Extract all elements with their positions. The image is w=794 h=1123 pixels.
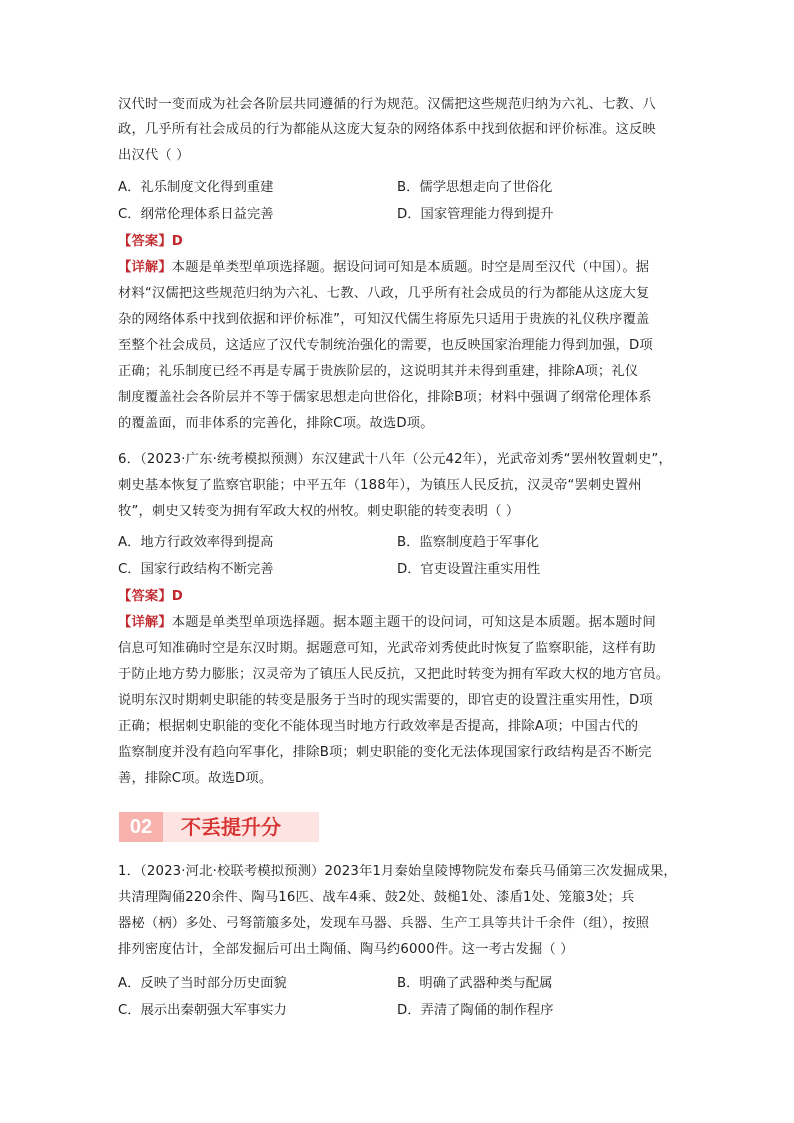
q5-explain-line: 制度覆盖社会各阶层并不等于儒家思想走向世俗化，排除B项；材料中强调了纲常伦理体系	[118, 390, 652, 405]
section-banner	[119, 812, 319, 842]
q5-explain-line: 正确；礼乐制度已经不再是专属于贵族阶层的，这说明其并未得到重建，排除A项；礼仪	[118, 364, 639, 379]
q5-explain-line: 的覆盖面，而非体系的完善化，排除C项。故选D项。	[118, 416, 434, 431]
answer-value: D	[171, 589, 183, 604]
q1-stem-line: 1．（2023·河北·校联考模拟预测）2023年1月秦始皇陵博物院发布秦兵马俑第三次发掘成果，	[118, 864, 677, 879]
q6-option-d: D．官吏设置注重实用性	[397, 562, 541, 577]
q1-option-d: D．弄清了陶俑的制作程序	[397, 1003, 554, 1018]
q6-explain-line: 于防止地方势力膨胀；汉灵帝为了镇压人民反抗，又把此时转变为拥有军政大权的地方官员。	[118, 667, 670, 682]
explain-text: 本题是单类型单项选择题。据本题主题干的设问词，可知这是本质题。据本题时间	[171, 615, 656, 630]
q1-option-c: C．展示出秦朝强大军事实力	[118, 1003, 287, 1018]
explain-text: 本题是单类型单项选择题。据设问词可知是本质题。时空是周至汉代（中国）。据	[171, 260, 650, 275]
q5-stem-line: 政，几乎所有社会成员的行为都能从这庞大复杂的网络体系中找到依据和评价标准。这反映	[118, 122, 656, 137]
explain-label: 【详解】	[118, 260, 172, 275]
q6-explain-line	[118, 614, 678, 632]
q6-explain-line: 信息可知准确时空是东汉时期。据题意可知，光武帝刘秀使此时恢复了监察职能，这样有助	[118, 641, 656, 656]
q6-explain-line: 说明东汉时期刺史职能的转变是服务于当时的现实需要的，即官吏的设置注重实用性，D项	[118, 693, 653, 708]
answer-value: D	[171, 234, 183, 249]
q1-stem-line: 排列密度估计，全部发掘后可出土陶俑、陶马约6000件。这一考古发掘（ ）	[118, 942, 574, 957]
q5-stem-line: 汉代时一变而成为社会各阶层共同遵循的行为规范。汉儒把这些规范归纳为六礼、七教、八	[118, 97, 656, 112]
q6-option-b: B．监察制度趋于军事化	[397, 535, 540, 550]
explain-label: 【详解】	[118, 615, 172, 630]
q1-option-a: A．反映了当时部分历史面貌	[118, 976, 287, 991]
answer-label: 【答案】	[118, 589, 172, 604]
q1-stem-line: 共清理陶俑220余件、陶马16匹、战车4乘、鼓2处、鼓槌1处、漆盾1处、笼箙3处；兵	[118, 890, 635, 905]
q5-explain-line: 杂的网络体系中找到依据和评价标准”，可知汉代儒生将原先只适用于贵族的礼仪秩序覆盖	[118, 312, 650, 327]
q5-answer	[118, 233, 678, 251]
q6-explain-line: 正确；根据刺史职能的变化不能体现当时地方行政效率是否提高，排除A项；中国古代的	[118, 719, 639, 734]
q5-stem-line: 出汉代（ ）	[118, 148, 190, 163]
q5-option-d: D．国家管理能力得到提升	[397, 207, 554, 222]
q5-explain-line: 至整个社会成员，这适应了汉代专制统治强化的需要，也反映国家治理能力得到加强，D项	[118, 338, 653, 353]
q6-explain-line: 监察制度并没有趋向军事化，排除B项；刺史职能的变化无法体现国家行政结构是否不断完	[118, 745, 652, 760]
q5-explain-line: 材料“汉儒把这些规范归纳为六礼、七教、八政，几乎所有社会成员的行为都能从这庞大复	[118, 286, 650, 301]
section-title: 不丢提升分	[181, 815, 281, 839]
q6-option-a: A．地方行政效率得到提高	[118, 535, 274, 550]
q6-stem-line: 牧”，刺史又转变为拥有军政大权的州牧。刺史职能的转变表明（ ）	[118, 504, 520, 519]
answer-label: 【答案】	[118, 234, 172, 249]
q6-stem-line: 6．（2023·广东·统考模拟预测）东汉建武十八年（公元42年），光武帝刘秀“罢州牧置刺史”，	[118, 452, 672, 467]
q5-option-c: C．纲常伦理体系日益完善	[118, 207, 274, 222]
q6-answer	[118, 588, 678, 606]
q5-option-b: B．儒学思想走向了世俗化	[397, 180, 553, 195]
q1-option-b: B．明确了武器种类与配属	[397, 976, 553, 991]
q5-option-a: A．礼乐制度文化得到重建	[118, 180, 274, 195]
q5-explain-line	[118, 259, 678, 277]
q1-stem-line: 器柲（柄）多处、弓弩箭箙多处，发现车马器、兵器、生产工具等共计千余件（组），按照	[118, 916, 650, 931]
q6-option-c: C．国家行政结构不断完善	[118, 562, 274, 577]
q6-explain-line: 善，排除C项。故选D项。	[118, 771, 273, 786]
section-number: 02	[119, 812, 163, 842]
q6-stem-line: 刺史基本恢复了监察官职能；中平五年（188年），为镇压人民反抗，汉灵帝“罢刺史置州	[118, 478, 642, 493]
